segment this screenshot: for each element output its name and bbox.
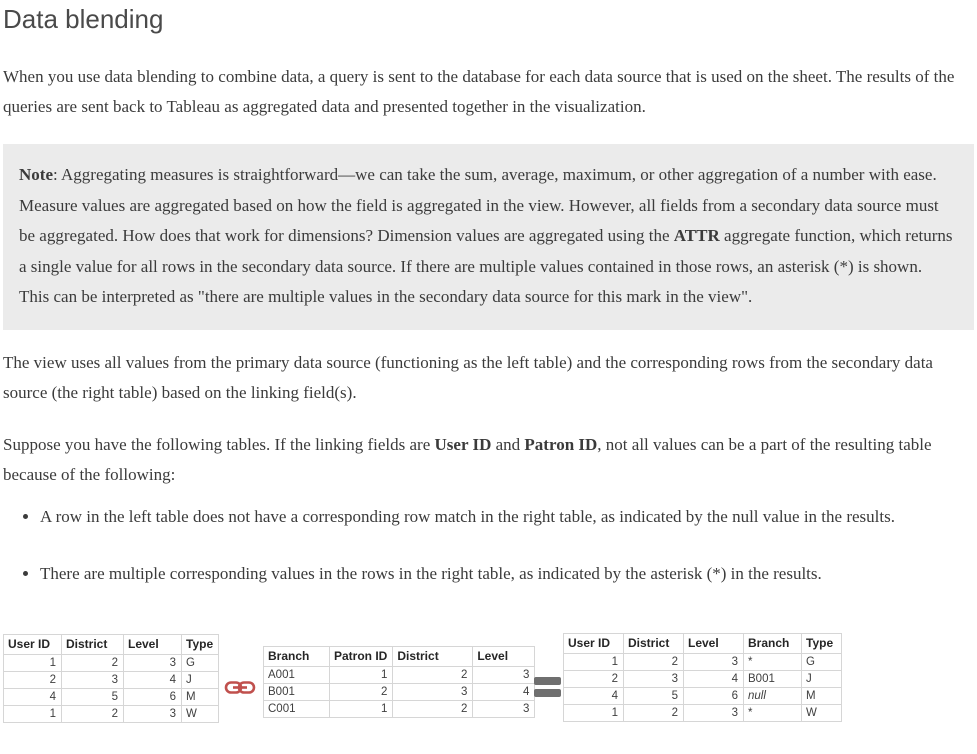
page-title: Data blending [3, 4, 164, 34]
table-cell: 1 [330, 666, 393, 683]
table-cell: 4 [684, 670, 744, 687]
table-cell: * [744, 653, 802, 670]
column-header: Branch [264, 646, 330, 666]
table-cell: 1 [4, 705, 62, 722]
table-row [564, 687, 842, 704]
table-cell: 1 [564, 653, 624, 670]
table-cell: G [802, 653, 842, 670]
secondary-table [263, 646, 535, 718]
table-cell: 3 [62, 671, 124, 688]
table-cell: 2 [624, 704, 684, 721]
table-cell: 3 [393, 683, 473, 700]
column-header: District [62, 634, 124, 654]
table-cell: J [802, 670, 842, 687]
table-row [4, 705, 219, 722]
table-cell: 2 [330, 683, 393, 700]
suppose-paragraph [3, 430, 974, 490]
note-text-2: aggregate function, which returns a single value for all rows in the secondary data source. If there are multiple values contained in those rows, an asterisk (*) is shown. This can be interpreted as "there are multiple values in the secondary data source for this mark in the view". [19, 226, 953, 306]
column-header: Level [124, 634, 182, 654]
table-row [264, 683, 535, 700]
column-header: Level [684, 633, 744, 653]
table-cell: 2 [624, 653, 684, 670]
table-cell: 4 [473, 683, 535, 700]
table-cell: C001 [264, 700, 330, 717]
attr-function-label: ATTR [673, 226, 720, 245]
table-cell: 3 [124, 705, 182, 722]
table-cell: 1 [564, 704, 624, 721]
table-cell: 2 [393, 666, 473, 683]
table-row [264, 700, 535, 717]
table-cell: 4 [124, 671, 182, 688]
table-cell: 6 [124, 688, 182, 705]
column-header: Level [473, 646, 535, 666]
table-cell: 2 [393, 700, 473, 717]
table-cell: 5 [624, 687, 684, 704]
table-row [264, 666, 535, 683]
column-header: District [624, 633, 684, 653]
table-row [4, 688, 219, 705]
table-cell: 3 [684, 704, 744, 721]
column-header: District [393, 646, 473, 666]
column-header: Branch [744, 633, 802, 653]
table-cell: M [802, 687, 842, 704]
link-icon [224, 678, 256, 697]
table-cell: 1 [4, 654, 62, 671]
table-cell: M [182, 688, 219, 705]
table-cell: B001 [264, 683, 330, 700]
table-cell: B001 [744, 670, 802, 687]
table-cell: 2 [62, 705, 124, 722]
table-cell: 3 [473, 700, 535, 717]
result-table [563, 633, 842, 722]
list-item: • A row in the left table does not have a corresponding row match in the right table, as indicated by the null value in the results. [40, 502, 974, 532]
note-label: Note [19, 165, 53, 184]
column-header: Patron ID [330, 646, 393, 666]
table-cell: * [744, 704, 802, 721]
table-row [564, 704, 842, 721]
note-text-1: : Aggregating measures is straightforward—we can take the sum, average, maximum, or other aggregation of a number with ease. Measure values are aggregated based on how the field is aggregated in the view. However, all fields from a secondary data source must be aggregated. How does that work for dimensions? Dimension values are aggregated using the [19, 165, 939, 245]
column-header: Type [802, 633, 842, 653]
table-cell: 6 [684, 687, 744, 704]
primary-table [3, 634, 219, 723]
table-cell: G [182, 654, 219, 671]
table-cell: 2 [4, 671, 62, 688]
table-cell: 3 [684, 653, 744, 670]
list-item: • There are multiple corresponding values in the rows in the right table, as indicated by the asterisk (*) in the results. [40, 559, 974, 589]
view-paragraph: The view uses all values from the primary data source (functioning as the left table) and the corresponding rows from the secondary data source (the right table) based on the linking field(s). [3, 352, 933, 402]
table-cell: 4 [4, 688, 62, 705]
table-row [564, 653, 842, 670]
table-cell: 3 [624, 670, 684, 687]
table-cell: 2 [564, 670, 624, 687]
table-row [4, 654, 219, 671]
table-row [4, 671, 219, 688]
patron-id-field-label: Patron ID [524, 434, 598, 454]
note-box [3, 144, 974, 330]
intro-paragraph: When you use data blending to combine data, a query is sent to the database for each data source that is used on the sheet. The results of the queries are sent back to Tableau as aggregated data and presented together in the visualization. [3, 67, 955, 116]
suppose-text-2: and [491, 434, 525, 454]
table-cell: J [182, 671, 219, 688]
user-id-field-label: User ID [434, 434, 492, 454]
equals-icon [534, 677, 561, 703]
table-cell: 2 [62, 654, 124, 671]
column-header: User ID [4, 634, 62, 654]
suppose-text-1: Suppose you have the following tables. If the linking fields are [3, 434, 435, 454]
table-cell: 4 [564, 687, 624, 704]
table-cell: A001 [264, 666, 330, 683]
table-cell: 3 [124, 654, 182, 671]
suppose-text-3: , not all values can be a part of the resulting table because of the following: [3, 434, 932, 484]
table-cell: 5 [62, 688, 124, 705]
table-cell: 1 [330, 700, 393, 717]
table-row [564, 670, 842, 687]
table-cell: W [802, 704, 842, 721]
blending-example-figure [3, 626, 974, 725]
table-cell: 3 [473, 666, 535, 683]
reasons-list [3, 502, 974, 589]
column-header: User ID [564, 633, 624, 653]
table-cell: W [182, 705, 219, 722]
table-cell: null [744, 687, 802, 704]
column-header: Type [182, 634, 219, 654]
